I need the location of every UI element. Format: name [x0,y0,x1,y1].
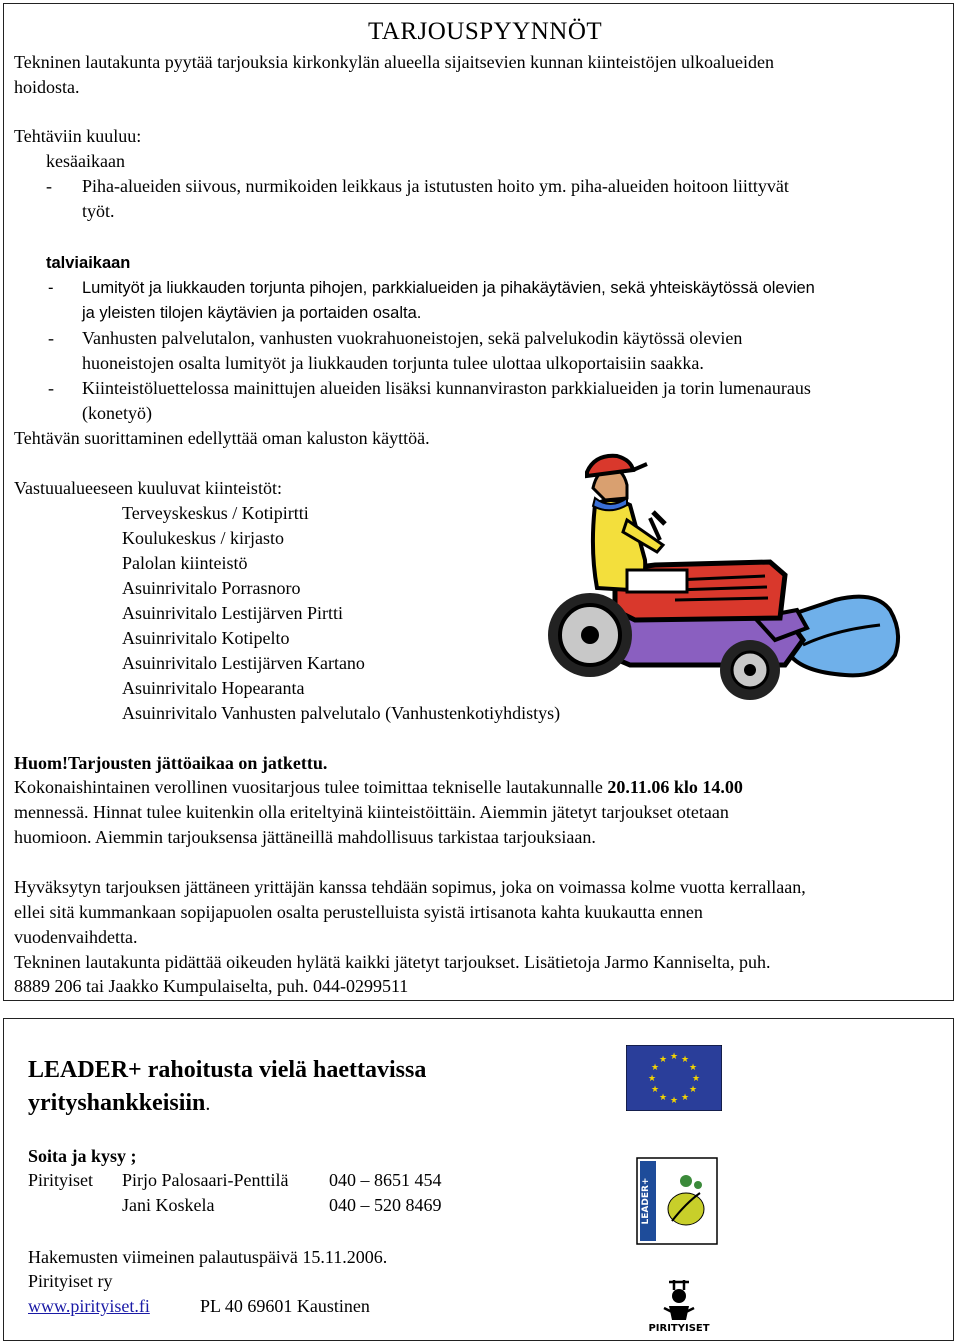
winter-item-1-line-1: Lumityöt ja liukkauden torjunta pihojen, parkkialueiden ja pihakäytävien, sekä yhteiskäytössä olevien [82,279,815,297]
rights-line-1: Tekninen lautakunta pidättää oikeuden hylätä kaikki jätetyt tarjoukset. Lisätietoja Jarmo Kanniselta, puh. [14,952,771,972]
property-item: Asuinrivitalo Porrasnoro [122,578,301,598]
svg-text:★: ★ [647,1074,657,1084]
rights-line-2: 8889 206 tai Jaakko Kumpulaiselta, puh. 044-0299511 [14,976,409,996]
ad-headline-period: . [205,1093,211,1115]
leader-plus-logo-icon [636,1157,718,1245]
ad-call-prompt: Soita ja kysy ; [28,1146,137,1166]
deadline-date: 20.11.06 klo 14.00 [607,777,743,797]
deadline-line-1 [14,776,743,798]
winter-dash-2: - [48,328,54,348]
svg-text:★: ★ [688,1063,698,1073]
svg-text:★: ★ [658,1093,668,1103]
tractor-illustration [535,450,935,720]
winter-item-2-line-1: Vanhusten palvelutalon, vanhusten vuokrahuoneistojen, sekä palvelukodin käytössä olevien [82,328,743,348]
contract-line-1: Hyväksytyn tarjouksen jättäneen yrittäjän kanssa tehdään sopimus, joka on voimassa kolme vuotta kerrallaan, [14,877,806,897]
winter-item-2-line-2: huoneistojen osalta lumityöt ja liukkauden torjunta tulee ulottaa ulkoportaisiin saakka. [82,353,704,373]
tasks-heading: Tehtäviin kuuluu: [14,126,142,146]
ad-last-date: Hakemusten viimeinen palautuspäivä 15.11.2006. [28,1247,388,1267]
ad-footer-line [28,1295,150,1317]
summer-item-line-2: työt. [82,201,115,221]
contact-phone: 040 – 8651 454 [329,1170,442,1190]
summer-dash: - [46,176,52,196]
ad-org-full: Pirityiset ry [28,1271,113,1291]
property-item: Terveyskeskus / Kotipirtti [122,503,309,523]
properties-heading: Vastuualueeseen kuuluvat kiinteistöt: [14,478,282,498]
svg-text:★: ★ [669,1052,679,1062]
winter-dash-1: - [48,279,54,297]
summer-heading: kesäaikaan [46,151,125,171]
website-link[interactable]: www.pirityiset.fi [28,1296,150,1316]
svg-text:★: ★ [650,1085,660,1095]
property-item: Asuinrivitalo Lestijärven Kartano [122,653,365,673]
deadline-text: Kokonaishintainen verollinen vuositarjous tulee toimittaa tekniselle lautakunnalle [14,777,608,797]
svg-text:★: ★ [688,1085,698,1095]
page-title: TARJOUSPYYNNÖT [368,18,603,45]
svg-text:★: ★ [669,1096,679,1106]
svg-text:★: ★ [650,1063,660,1073]
contact-phone: 040 – 520 8469 [329,1195,442,1215]
deadline-line-2: mennessä. Hinnat tulee kuitenkin olla eriteltyinä kiinteistöittäin. Aiemmin jätetyt tarjoukset otetaan [14,802,729,822]
pirityiset-logo-text: PIRITYISET [648,1323,710,1334]
svg-text:★: ★ [658,1055,668,1065]
ad-headline-word: yrityshankkeisiin [28,1090,206,1116]
property-item: Asuinrivitalo Lestijärven Pirtti [122,603,343,623]
contract-line-2: ellei sitä kummankaan sopijapuolen osalta perustelluista syistä irtisanota kahta kuukautta ennen [14,902,703,922]
eu-flag-icon [626,1045,722,1111]
winter-dash-3: - [48,378,54,398]
ad-headline-line-2 [28,1087,210,1120]
svg-text:★: ★ [680,1093,690,1103]
svg-text:★: ★ [691,1074,701,1084]
property-item: Koulukeskus / kirjasto [122,528,284,548]
equipment-note: Tehtävän suorittaminen edellyttää oman kaluston käyttöä. [14,428,430,448]
deadline-line-3: huomioon. Aiemmin tarjouksensa jättäneillä mahdollisuus tarkistaa tarjouksiaan. [14,827,596,847]
leader-logo-text: LEADER+ [641,1177,651,1225]
property-item: Palolan kiinteistö [122,553,248,573]
winter-item-1-line-2: ja yleisten tilojen käytävien ja portaiden osalta. [82,304,422,322]
pirityiset-logo-icon [634,1276,724,1334]
property-item: Asuinrivitalo Vanhusten palvelutalo (Vanhustenkotiyhdistys) [122,703,561,723]
intro-line-2: hoidosta. [14,77,80,97]
ad-org-label: Pirityiset [28,1170,94,1190]
intro-line-1: Tekninen lautakunta pyytää tarjouksia kirkonkylän alueella sijaitsevien kunnan kiinteistöjen ulkoalueiden [14,52,775,72]
winter-item-3-line-2: (konetyö) [82,403,152,423]
summer-item-line-1: Piha-alueiden siivous, nurmikoiden leikkaus ja istutusten hoito ym. piha-alueiden hoitoon liittyvät [82,176,789,196]
contact-name: Jani Koskela [122,1195,215,1215]
svg-text:★: ★ [680,1055,690,1065]
property-item: Asuinrivitalo Kotipelto [122,628,290,648]
contact-name: Pirjo Palosaari-Penttilä [122,1170,289,1190]
winter-heading: talviaikaan [46,254,131,272]
property-item: Asuinrivitalo Hopearanta [122,678,305,698]
contract-line-3: vuodenvaihdetta. [14,927,138,947]
ad-headline-line-1: LEADER+ rahoitusta vielä haettavissa [28,1057,427,1083]
winter-item-3-line-1: Kiinteistöluettelossa mainittujen alueiden lisäksi kunnanviraston parkkialueiden ja torin lumenauraus [82,378,811,398]
ad-address: PL 40 69601 Kaustinen [200,1296,370,1316]
extension-notice: Huom!Tarjousten jättöaikaa on jatkettu. [14,753,328,773]
